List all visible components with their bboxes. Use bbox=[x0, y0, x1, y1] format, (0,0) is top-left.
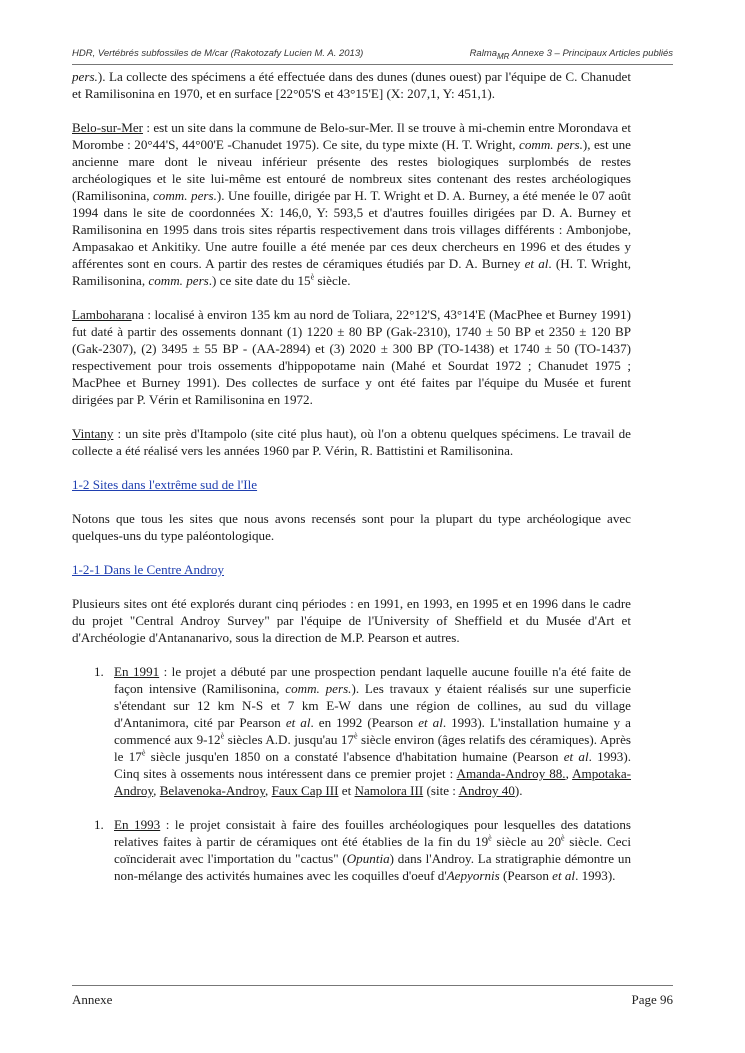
list-item-1993: 1. En 1993 : le projet consistait à faire des fouilles archéologiques pour lesquelles des datations relatives faites à partir de céramiques ont été établies de la fin du $19^è$ siècle au $20^è$ siècle. Ceci coïnciderait avec l'importation du "cactus" (Opuntia) dans l'Androy. La stratigraphie démontre un non-mélange des activités humaines avec les coquilles d'oeuf d'Aepyornis (Pearson et al. 1993). bbox=[94, 817, 632, 883]
year-1993: En 1993 bbox=[114, 817, 161, 832]
paragraph-collecte: pers.). La collecte des spécimens a été effectuée dans des dunes (dunes ouest) par l'équipe de C. Chanudet et Ramilisonina en 1970, et en surface [22°05'S et 43°15'E] (X: 207,1, Y: 451,1). bbox=[72, 69, 631, 101]
section-link-1-2-1[interactable]: 1-2-1 Dans le Centre Androy bbox=[72, 562, 224, 577]
site-androy-40: Androy 40 bbox=[458, 783, 515, 798]
paragraph-vintany: Vintany : un site près d'Itampolo (site cité plus haut), où l'on a obtenu quelques spécimens. Le travail de collecte a été réalisé vers les années 1960 par P. Vérin, R. Battistini et Ramilisonina. bbox=[72, 426, 631, 458]
paragraph-lambohara: Lamboharana : localisé à environ 135 km au nord de Toliara, 22°12'S, 43°14'E (MacPhee et Burney 1991) fut daté à partir des ossements donnant (1) 1220 ± 80 BP (Gak-2310), 1740 ± 50 BP et 2350 ± 120 BP (Gak-2307), (2) 3495 ± 55 BP - (AA-2894) et (3) 2020 ± 300 BP (TO-1438) et 1740 ± 50 (TO-1437) respectivement pour trois ossements d'hippopotame nain (Mahé et Sourdat 1972 ; Chanudet 1975 ; MacPhee et Burney 1991). Des collectes de surface y ont été faites par l'équipe du Musée et furent dirigées par P. Vérin et Ramilisonina en 1972. bbox=[72, 307, 631, 407]
site-belavenoka-androy: Belavenoka-Androy bbox=[159, 783, 266, 798]
section-link-1-2[interactable]: 1-2 Sites dans l'extrême sud de l'Ile bbox=[72, 477, 258, 492]
section-heading-1-2-1[interactable] bbox=[72, 561, 631, 578]
footer-rule bbox=[72, 985, 673, 986]
paragraph-notons: Notons que tous les sites que nous avons recensés sont pour la plupart du type archéologique avec quelques-uns du type paléontologique. bbox=[72, 511, 631, 543]
header-annex-title: Ralma$_{MR}$ Annexe 3 – Principaux Articles publiés bbox=[469, 48, 673, 61]
site-ampotaka-androy: Ampotaka-Androy bbox=[114, 766, 631, 798]
site-amanda-androy: Amanda-Androy 88. bbox=[456, 766, 566, 781]
site-namolora: Namolora III bbox=[354, 783, 424, 798]
project-list bbox=[72, 663, 631, 884]
site-name-lambohara: Lambohara bbox=[72, 307, 132, 322]
page-header bbox=[72, 48, 673, 64]
header-rule bbox=[72, 64, 673, 65]
page-number: Page 96 bbox=[631, 992, 673, 1007]
section-heading-1-2[interactable] bbox=[72, 476, 631, 493]
header-title: HDR, Vertébrés subfossiles de M/car (Rakotozafy Lucien M. A. 2013) bbox=[72, 48, 364, 59]
paragraph-plusieurs: Plusieurs sites ont été explorés durant cinq périodes : en 1991, en 1993, en 1995 et en 1996 dans le cadre du projet "Central Androy Survey" par l'équipe de l'University of Sheffield et du Musée d'Art et d'Archéologie d'Antananarivo, sous la direction de M.P. Pearson et autres. bbox=[72, 596, 631, 645]
site-name-vintany: Vintany bbox=[72, 426, 114, 441]
footer-label: Annexe bbox=[72, 992, 113, 1007]
site-name-belo-sur-mer: Belo-sur-Mer bbox=[72, 120, 144, 135]
paragraph-belo-sur-mer: Belo-sur-Mer : est un site dans la commune de Belo-sur-Mer. Il se trouve à mi-chemin entre Morondava et Morombe : 20°44'S, 44°00'E -Chanudet 1975). Ce site, du type mixte (H. T. Wright, comm. pers.), est une ancienne mare dont le niveau inférieur présente des restes biologiques surplombés de restes archéologiques et le site lui-même est entouré de nombreux sites contenant des restes archéologiques (Ramilisonina, comm. pers.). Une fouille, dirigée par H. T. Wright et D. A. Burney, a été menée le 07 août 1994 dans le site de coordonnées X: 146,0, Y: 593,5 et d'autres fouilles dirigées par D. A. Burney et Ramilisonina en 1995 dans trois sites répartis respectivement dans trois villages différents : Ambonjobe, Ampasakao et Ankitiky. Une autre fouille a été menée par ces deux chercheurs en 1996 et des études y afférentes sont en cours. A partir des restes de céramiques étudiés par D. A. Burney et al. (H. T. Wright, Ramilisonina, comm. pers.) ce site date du $15^è$ siècle. bbox=[72, 120, 631, 288]
list-item-1991: 1. En 1991 : le projet a débuté par une prospection pendant laquelle aucune fouille n'a été faite de façon intensive (Ramilisonina, comm. pers.). Les travaux y étaient réalisés sur une superficie s'étendant sur 12 km N-S et 7 km E-W dans une région de collines, au sud du village d'Antanimora, cité par Pearson et al. en 1992 (Pearson et al. 1993). L'installation humaine y a commencé aux $9-12^è$ siècles A.D. jusqu'au $17^è$ siècle environ (âges relatifs des céramiques). Après le $17^è$ siècle jusqu'en 1850 on a constaté l'absence d'habitation humaine (Pearson et al. 1993). Cinq sites à ossements nous intéressent dans ce premier projet : Amanda-Androy 88., Ampotaka-Androy, Belavenoka-Androy, Faux Cap III et Namolora III (site : Androy 40). bbox=[94, 664, 632, 798]
site-faux-cap: Faux Cap III bbox=[271, 783, 339, 798]
year-1991: En 1991 bbox=[114, 664, 160, 679]
page-body bbox=[72, 68, 631, 901]
